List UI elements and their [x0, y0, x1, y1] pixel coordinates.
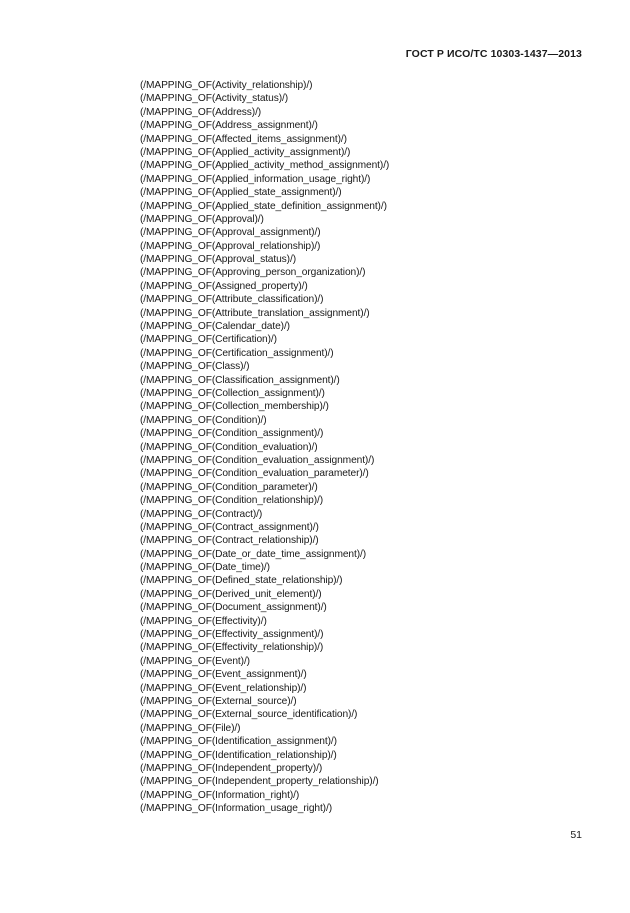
mapping-line: (/MAPPING_OF(Approval_assignment)/): [140, 227, 321, 239]
mapping-line: (/MAPPING_OF(Condition_evaluation)/): [140, 441, 318, 453]
mapping-line: (/MAPPING_OF(Defined_state_relationship)/): [140, 575, 343, 587]
mapping-line: (/MAPPING_OF(Certification_assignment)/): [140, 347, 334, 359]
mapping-line: (/MAPPING_OF(File)/): [140, 722, 241, 734]
mapping-line: (/MAPPING_OF(Class)/): [140, 361, 250, 373]
mapping-list: [140, 79, 389, 815]
mapping-line: (/MAPPING_OF(Collection_assignment)/): [140, 387, 325, 399]
mapping-line: (/MAPPING_OF(Attribute_classification)/): [140, 294, 324, 306]
mapping-line: (/MAPPING_OF(Condition_evaluation_parameter)/): [140, 468, 369, 480]
mapping-line: (/MAPPING_OF(Event_assignment)/): [140, 669, 307, 681]
mapping-line: (/MAPPING_OF(Affected_items_assignment)/): [140, 133, 347, 145]
mapping-line: (/MAPPING_OF(Information_usage_right)/): [140, 803, 332, 815]
mapping-line: (/MAPPING_OF(Event)/): [140, 655, 250, 667]
mapping-line: (/MAPPING_OF(Information_right)/): [140, 789, 300, 801]
mapping-line: (/MAPPING_OF(Effectivity_relationship)/): [140, 642, 324, 654]
mapping-line: (/MAPPING_OF(Approval_relationship)/): [140, 240, 321, 252]
mapping-line: (/MAPPING_OF(Applied_activity_assignment)/): [140, 146, 351, 158]
mapping-line: (/MAPPING_OF(Assigned_property)/): [140, 280, 308, 292]
mapping-line: (/MAPPING_OF(Approval)/): [140, 213, 264, 225]
mapping-line: (/MAPPING_OF(Condition_relationship)/): [140, 495, 324, 507]
mapping-line: (/MAPPING_OF(Date_time)/): [140, 562, 270, 574]
mapping-line: (/MAPPING_OF(Activity_relationship)/): [140, 80, 313, 91]
document-header: ГОСТ Р ИСО/ТС 10303-1437—2013: [405, 48, 582, 60]
mapping-line: (/MAPPING_OF(Identification_assignment)/): [140, 736, 337, 748]
mapping-line: (/MAPPING_OF(Address_assignment)/): [140, 120, 318, 132]
mapping-line: (/MAPPING_OF(Collection_membership)/): [140, 401, 329, 413]
mapping-line: (/MAPPING_OF(Contract_assignment)/): [140, 521, 319, 533]
mapping-line: (/MAPPING_OF(Contract_relationship)/): [140, 535, 319, 547]
mapping-line: (/MAPPING_OF(Document_assignment)/): [140, 602, 327, 614]
mapping-line: (/MAPPING_OF(Activity_status)/): [140, 93, 289, 105]
mapping-line: (/MAPPING_OF(Attribute_translation_assignment)/): [140, 307, 370, 319]
page-number: 51: [570, 829, 582, 841]
mapping-line: (/MAPPING_OF(Condition_parameter)/): [140, 481, 318, 493]
mapping-line: (/MAPPING_OF(Derived_unit_element)/): [140, 588, 322, 600]
mapping-line: (/MAPPING_OF(Applied_state_assignment)/): [140, 187, 342, 199]
mapping-line: (/MAPPING_OF(Date_or_date_time_assignment)/): [140, 548, 367, 560]
mapping-line: (/MAPPING_OF(Applied_activity_method_assignment)/): [140, 160, 390, 172]
mapping-line: (/MAPPING_OF(Event_relationship)/): [140, 682, 307, 694]
mapping-line: (/MAPPING_OF(Applied_state_definition_assignment)/): [140, 200, 387, 212]
mapping-line: (/MAPPING_OF(Classification_assignment)/): [140, 374, 340, 386]
mapping-line: (/MAPPING_OF(Approval_status)/): [140, 254, 296, 266]
mapping-line: (/MAPPING_OF(Certification)/): [140, 334, 277, 346]
mapping-line: (/MAPPING_OF(Effectivity_assignment)/): [140, 629, 324, 641]
mapping-line: (/MAPPING_OF(Calendar_date)/): [140, 321, 290, 333]
mapping-line: (/MAPPING_OF(Condition_assignment)/): [140, 428, 324, 440]
mapping-line: (/MAPPING_OF(Applied_information_usage_right)/): [140, 173, 371, 185]
mapping-line: (/MAPPING_OF(External_source_identification)/): [140, 709, 358, 721]
mapping-line: (/MAPPING_OF(Identification_relationship)/): [140, 749, 337, 761]
mapping-line: (/MAPPING_OF(External_source)/): [140, 695, 297, 707]
mapping-line: (/MAPPING_OF(Effectivity)/): [140, 615, 267, 627]
mapping-line: (/MAPPING_OF(Contract)/): [140, 508, 263, 520]
mapping-line: (/MAPPING_OF(Approving_person_organization)/): [140, 267, 366, 279]
mapping-line: (/MAPPING_OF(Address)/): [140, 106, 262, 118]
mapping-line: (/MAPPING_OF(Condition_evaluation_assignment)/): [140, 454, 375, 466]
mapping-line: (/MAPPING_OF(Independent_property_relationship)/): [140, 776, 379, 788]
mapping-line: (/MAPPING_OF(Independent_property)/): [140, 762, 323, 774]
mapping-line: (/MAPPING_OF(Condition)/): [140, 414, 267, 426]
